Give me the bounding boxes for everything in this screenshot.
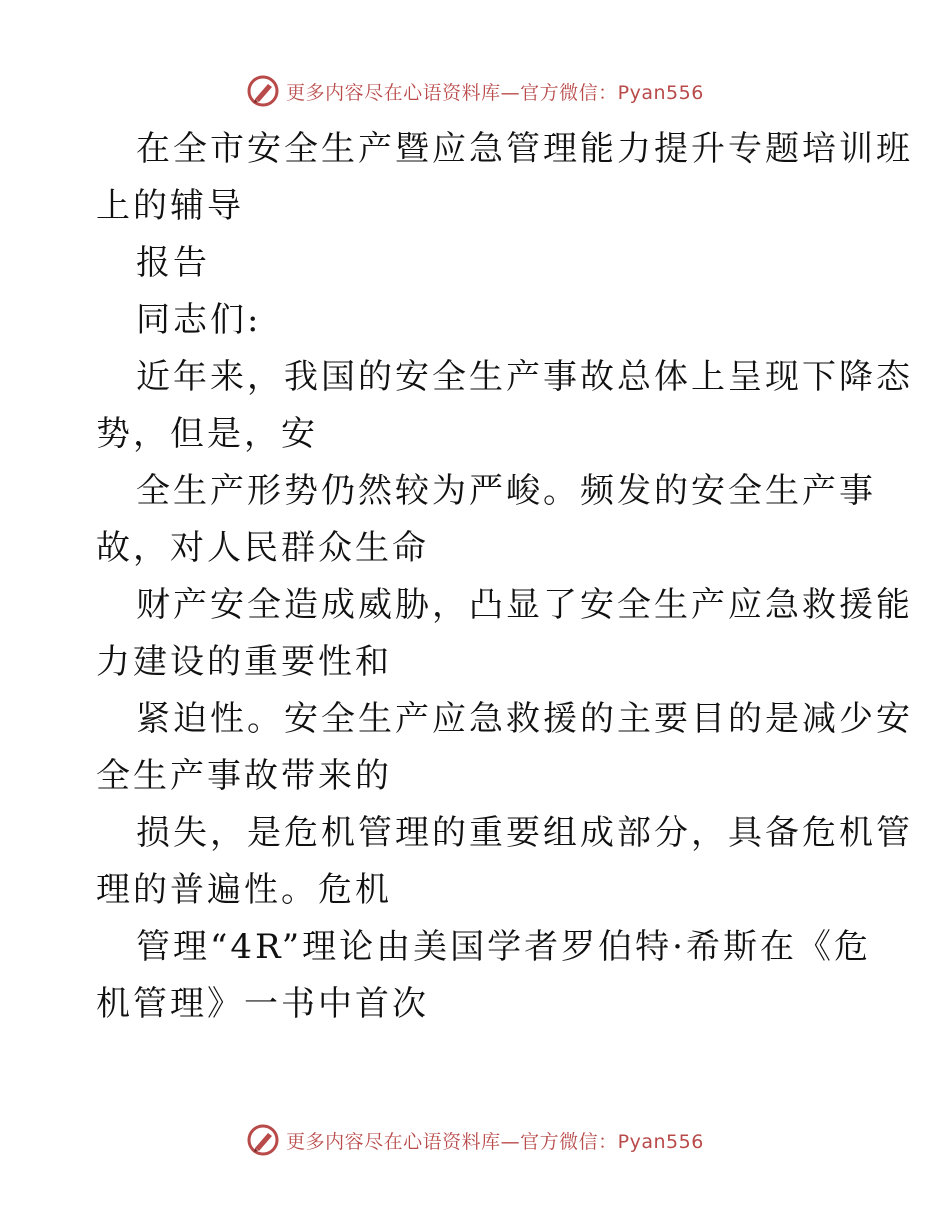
text-line-10: 力建设的重要性和 xyxy=(96,642,392,682)
text-line-2: 上的辅导 xyxy=(96,186,244,226)
footer-banner-text: 更多内容尽在心语资料库—官方微信：Pyan556 xyxy=(286,1130,704,1153)
header-banner-text: 更多内容尽在心语资料库—官方微信：Pyan556 xyxy=(286,81,704,104)
text-line-6: 势，但是，安 xyxy=(96,414,318,454)
text-line-7: 全生产形势仍然较为严峻。频发的安全生产事 xyxy=(136,471,876,511)
text-line-1: 在全市安全生产暨应急管理能力提升专题培训班 xyxy=(136,129,913,169)
pen-circle-logo-icon xyxy=(246,74,280,108)
text-line-14: 理的普遍性。危机 xyxy=(96,870,392,910)
text-line-4: 同志们: xyxy=(136,300,262,340)
text-line-16: 机管理》一书中首次 xyxy=(96,984,429,1024)
text-line-5: 近年来，我国的安全生产事故总体上呈现下降态 xyxy=(136,357,913,397)
header-banner xyxy=(0,71,950,111)
document-body xyxy=(96,121,913,1033)
text-line-13: 损失，是危机管理的重要组成部分，具备危机管 xyxy=(136,813,913,853)
text-line-9: 财产安全造成威胁，凸显了安全生产应急救援能 xyxy=(136,585,913,625)
text-line-15: 管理“4R”理论由美国学者罗伯特·希斯在《危 xyxy=(136,927,871,967)
pen-circle-logo-icon xyxy=(246,1123,280,1157)
text-line-8: 故，对人民群众生命 xyxy=(96,528,429,568)
text-line-12: 全生产事故带来的 xyxy=(96,756,392,796)
text-line-11: 紧迫性。安全生产应急救援的主要目的是减少安 xyxy=(136,699,913,739)
text-line-3: 报告 xyxy=(136,243,210,283)
footer-banner xyxy=(0,1120,950,1160)
